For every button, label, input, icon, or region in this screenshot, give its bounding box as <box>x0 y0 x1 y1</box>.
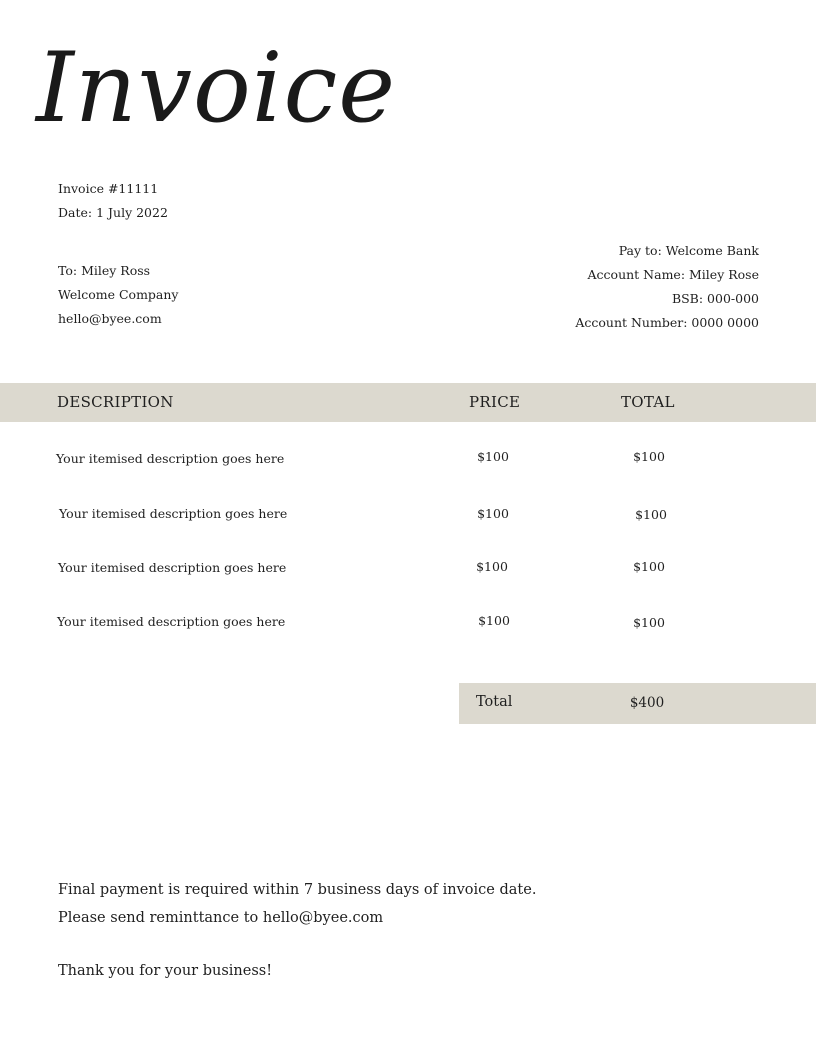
invoice-title: Invoice <box>36 32 397 144</box>
pay-to-bank: Pay to: Welcome Bank <box>618 243 759 258</box>
bill-to-company: Welcome Company <box>58 287 179 302</box>
row-2-total: $100 <box>635 507 667 522</box>
bill-to-email: hello@byee.com <box>58 311 162 326</box>
row-2-price: $100 <box>477 506 509 521</box>
row-3-description: Your itemised description goes here <box>58 560 287 575</box>
row-4-description: Your itemised description goes here <box>57 614 286 629</box>
remittance-note: Please send reminttance to hello@byee.com <box>58 910 384 926</box>
row-1-price: $100 <box>477 449 509 464</box>
bill-to-name: To: Miley Ross <box>58 263 151 278</box>
header-total: TOTAL <box>621 393 675 411</box>
invoice-number: Invoice #11111 <box>58 181 159 196</box>
invoice-details <box>58 177 168 225</box>
pay-to-bsb: BSB: 000-000 <box>671 291 759 306</box>
header-price: PRICE <box>469 393 521 411</box>
row-4-price: $100 <box>478 613 510 628</box>
row-2-description: Your itemised description goes here <box>59 506 288 521</box>
pay-to-account-number: Account Number: 0000 0000 <box>575 315 759 330</box>
row-3-total: $100 <box>633 559 665 574</box>
total-label: Total <box>476 694 513 710</box>
row-1-description: Your itemised description goes here <box>56 451 285 466</box>
pay-to-block <box>575 239 759 335</box>
pay-to-account-name: Account Name: Miley Rose <box>587 267 759 282</box>
header-description: DESCRIPTION <box>57 393 174 411</box>
thank-you-note: Thank you for your business! <box>58 963 273 979</box>
total-value: $400 <box>629 695 665 711</box>
row-4-total: $100 <box>633 615 665 630</box>
payment-terms: Final payment is required within 7 business days of invoice date. <box>58 882 537 898</box>
invoice-date: Date: 1 July 2022 <box>58 205 168 220</box>
row-1-total: $100 <box>633 449 665 464</box>
bill-to-block <box>58 259 178 331</box>
row-3-price: $100 <box>476 559 508 574</box>
